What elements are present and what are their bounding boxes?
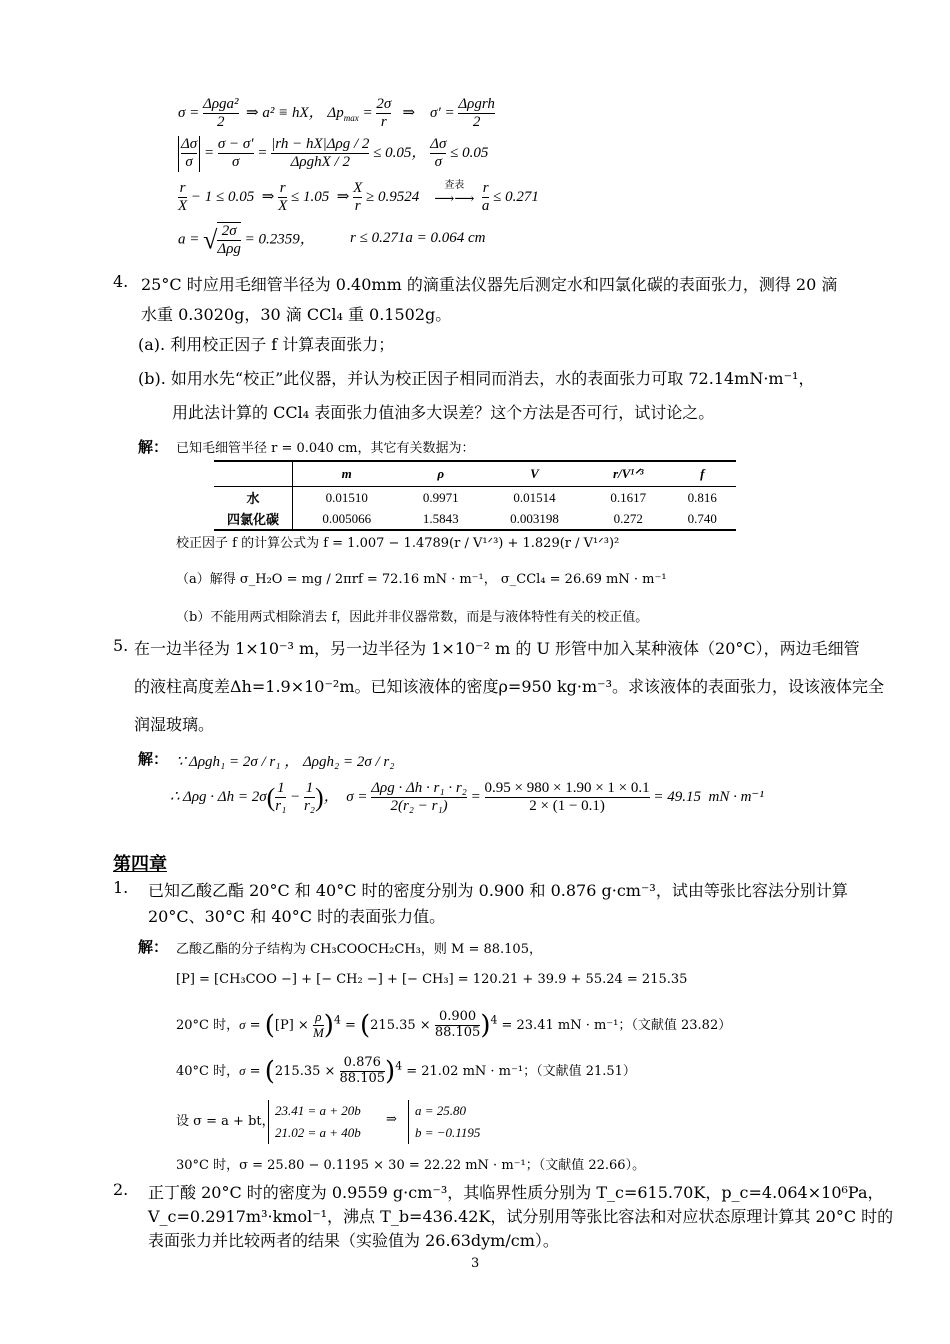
q4-part-b-1: (b). 如用水先“校正”此仪器，并认为校正因子相同而消去，水的表面张力可取 72.14mN·m⁻¹， [138, 369, 815, 388]
table-cell: 1.5843 [400, 508, 481, 530]
top-eq-line-4: a = √ $\frac{2\sigma}{\text{Δρg}}$ = 0.2359， [178, 223, 315, 258]
q4-solution-label: 解： [138, 438, 169, 456]
ch4-q2-line-2: V_c=0.2917m³·kmol⁻¹，沸点 T_b=436.42K，试分别用等张比容法和对应状态原理计算其 20°C 时的 [148, 1207, 894, 1226]
top-eq-line-1: σ = $\frac{\text{Δρga²}}{2}$ ⇒ a² ≡ hX， $\Delta p_{max}$ = $\frac{2\sigma}{r}$ ⇒ σ′ = $\frac{\text{Δρgrh}}{2}$ [178, 96, 495, 131]
table-cell: 0.01514 [513, 489, 556, 505]
table-row [214, 487, 736, 509]
ch4-q1-s2: [P] = [CH₃COO −] + [− CH₂ −] + [− CH₃] = 120.21 + 39.9 + 55.24 = 215.35 [176, 972, 688, 987]
q4-part-a: (a). 利用校正因子 f 计算表面张力； [138, 335, 395, 354]
ch4-q2-line-1: 正丁酸 20°C 时的密度为 0.9559 g·cm⁻³，其临界性质分别为 T_c=615.70K，p_c=4.064×10⁶Pa， [148, 1183, 884, 1202]
top-eq-line-2: $\frac{\Delta\sigma}{\sigma}$ = $\frac{\sigma - \sigma'}{\sigma}$ = $\frac{\text{|rh − hX|Δρg / 2}}{\text{ΔρghX / 2}}$ ≤ 0.05， $\frac{\Delta\sigma}{\sigma}$ ≤ 0.05 [178, 136, 488, 172]
table-header-cell: f [669, 461, 736, 487]
table-header-cell: m [293, 461, 401, 487]
table-header-row [214, 461, 736, 487]
ch4-q1-s6: 30°C 时，σ = 25.80 − 0.1195 × 30 = 22.22 mN · m⁻¹；（文献值 22.66）。 [176, 1158, 646, 1173]
q4-line-2: 水重 0.3020g，30 滴 CCl₄ 重 0.1502g。 [141, 305, 452, 324]
table-cell: 四氯化碳 [214, 508, 293, 530]
ch4-q1-system [268, 1100, 361, 1144]
top-eq-line-3: $\frac{r}{X}$ − 1 ≤ 0.05 ⇒ $\frac{r}{X}$ ≤ 1.05 ⇒ $\frac{X}{r}$ ≥ 0.9524 查表 ⟶⟶ $\frac{r}{a}$ ≤ 0.271 [178, 179, 539, 215]
ch4-q1-number: 1. [113, 878, 129, 897]
ch4-q1-line-2: 20°C、30°C 和 40°C 时的表面张力值。 [148, 907, 446, 926]
ch4-q2-number: 2. [113, 1180, 129, 1199]
q4-correction-formula: 校正因子 f 的计算公式为 f = 1.007 − 1.4789(r / V¹ᐟ³) + 1.829(r / V¹ᐟ³)² [176, 536, 620, 551]
implies-arrow: ⇒ [386, 1112, 397, 1127]
table-header-cell [214, 461, 293, 487]
ch4-q1-solution-label: 解： [138, 938, 169, 956]
q5-number: 5. [113, 636, 129, 655]
table-cell: 0.005066 [293, 508, 401, 530]
ch4-q1-result [408, 1100, 480, 1144]
lookup-label: 查表 [444, 179, 465, 191]
q4-number: 4. [113, 272, 129, 291]
q4-answer-a: （a）解得 σ_H₂O = mg / 2πrf = 72.16 mN · m⁻¹， σ_CCl₄ = 26.69 mN · m⁻¹ [176, 572, 667, 587]
q4-solution-intro: 已知毛细管半径 r = 0.040 cm，其它有关数据为： [176, 441, 475, 456]
q4-data-table [214, 460, 736, 531]
page-number: 3 [471, 1256, 480, 1271]
q5-line-3: 润湿玻璃。 [134, 715, 215, 734]
result-b: b = −0.1195 [415, 1125, 481, 1140]
ch4-q1-s3: 20°C 时，σ = ([P] × $\frac{\rho}{M}$ )$^4$ = (215.35 × $\frac{0.900}{88.105}$ )$^4$ = 23.41 mN · m⁻¹；（文献值 23.82） [176, 1009, 732, 1041]
q5-solution-label: 解： [138, 750, 169, 768]
ch4-q2-line-3: 表面张力并比较两者的结果（实验值为 26.63dym/cm）。 [148, 1231, 559, 1250]
table-cell: 0.1617 [610, 489, 647, 505]
ch4-q1-s4: 40°C 时，σ = (215.35 × $\frac{0.876}{88.105}$ )$^4$ = 21.02 mN · m⁻¹；（文献值 21.51） [176, 1055, 636, 1087]
q5-eq-2: ∴ Δρg · Δh = 2σ( $\frac{1}{\text{r₁}}$ − $\frac{1}{\text{r₂}}$ )， σ = $\frac{\text{Δρg · Δh · r₁ · r₂}}{\text{2(r₂ − r₁)}}$ = $\frac{0.95 \times 980 \times 1.90 \times 1 \times 0.1}{2 \times (1 - 0.1)}$ = 49.15 mN · m⁻¹ [170, 780, 764, 815]
table-cell: 0.9971 [422, 489, 459, 505]
table-cell: 水 [214, 487, 293, 509]
top-eq-line-4b: r ≤ 0.271a = 0.064 cm [350, 230, 486, 246]
system-eq-1: 23.41 = a + 20b [275, 1103, 361, 1118]
table-row [214, 508, 736, 530]
ch4-q1-line-1: 已知乙酸乙酯 20°C 和 40°C 时的密度分别为 0.900 和 0.876 g·cm⁻³，试由等张比容法分别计算 [148, 881, 848, 900]
q5-line-2: 的液柱高度差Δh=1.9×10⁻²m。已知该液体的密度ρ=950 kg·m⁻³。求该液体的表面张力，设该液体完全 [134, 677, 885, 696]
ch4-q1-s1: 乙酸乙酯的分子结构为 CH₃COOCH₂CH₃，则 M = 88.105， [176, 942, 542, 957]
q4-answer-b: （b）不能用两式相除消去 f，因此并非仪器常数，而是与液体特性有关的校正值。 [176, 610, 649, 625]
ch4-q1-s5a: 设 σ = a + bt， [176, 1114, 275, 1129]
table-cell: 0.816 [687, 489, 717, 505]
table-header-cell: ρ [400, 461, 481, 487]
result-a: a = 25.80 [415, 1103, 467, 1118]
table-header-cell: r/V¹ᐟ³ [588, 461, 669, 487]
table-header-cell: V [481, 461, 588, 487]
table-cell: 0.01510 [325, 489, 368, 505]
chapter-title: 第四章 [113, 854, 167, 875]
q5-line-1: 在一边半径为 1×10⁻³ m，另一边半径为 1×10⁻² m 的 U 形管中加入某种液体（20°C），两边毛细管 [134, 639, 860, 658]
table-cell: 0.740 [669, 508, 736, 530]
q4-part-b-2: 用此法计算的 CCl₄ 表面张力值油多大误差？这个方法是否可行，试讨论之。 [172, 403, 715, 422]
table-cell: 0.272 [588, 508, 669, 530]
q4-line-1: 25°C 时应用毛细管半径为 0.40mm 的滴重法仪器先后测定水和四氯化碳的表面张力，测得 20 滴 [141, 275, 838, 294]
system-eq-2: 21.02 = a + 40b [275, 1125, 361, 1140]
table-cell: 0.003198 [481, 508, 588, 530]
q5-eq-1: ∵ Δρgh₁ = 2σ / r₁ ， Δρgh₂ = 2σ / r₂ [176, 754, 395, 770]
